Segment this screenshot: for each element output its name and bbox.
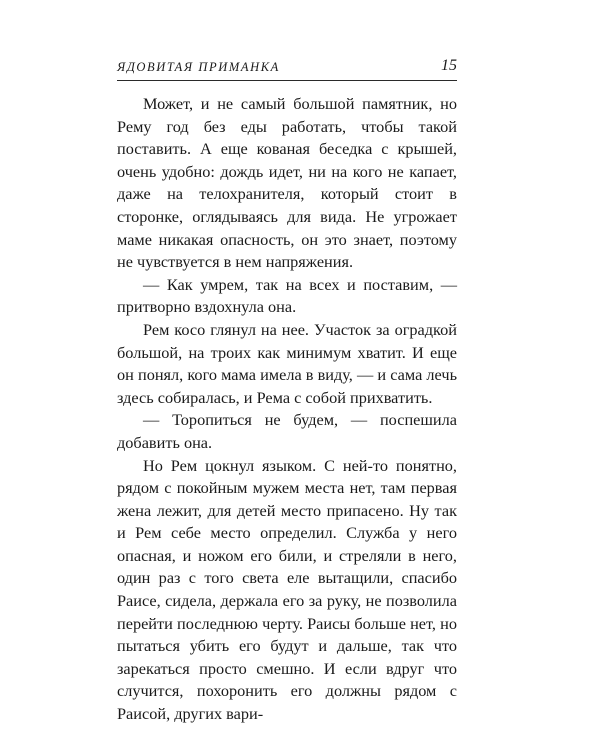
paragraph: Рем косо глянул на нее. Участок за оградкой большой, на троих как минимум хватит. И еще он понял, кого мама имела в виду, — и сама лечь здесь собиралась, и Рема с собой прихватить. xyxy=(117,319,457,407)
running-title: ЯДОВИТАЯ ПРИМАНКА xyxy=(117,60,280,74)
paragraph: Но Рем цокнул языком. С ней-то понятно, рядом с покойным мужем места нет, там первая жена лежит, для детей место припасено. Ну так и Рем себе место определил. Служба у него опасная, и ножом его били, и стреляли в него, один раз с того света еле вытащили, спасибо Раисе, сидела, держала его за руку, не позволила перейти последнюю черту. Раисы больше нет, но пытаться убить его будут и дальше, так что зарекаться просто смешно. И если вдруг что случится, похоронить его должны рядом с Раисой, других вари- xyxy=(117,455,457,724)
paragraph: — Торопиться не будем, — поспешила добавить она. xyxy=(117,410,457,452)
paragraph: Может, и не самый большой памятник, но Рему год без еды работать, чтобы такой поставить. А еще кованая беседка с крышей, очень удобно: дождь идет, ни на кого не капает, даже на телохранителя, который стоит в сторонке, оглядываясь для вида. Не угрожает маме никакая опасность, он это знает, поэтому не чувствуется в нем напряжения. xyxy=(117,94,457,272)
paragraph: — Как умрем, так на всех и поставим, — притворно вздохнула она. xyxy=(117,274,457,317)
body-text xyxy=(117,93,457,726)
page-number: 15 xyxy=(441,57,457,74)
running-header xyxy=(117,54,457,81)
